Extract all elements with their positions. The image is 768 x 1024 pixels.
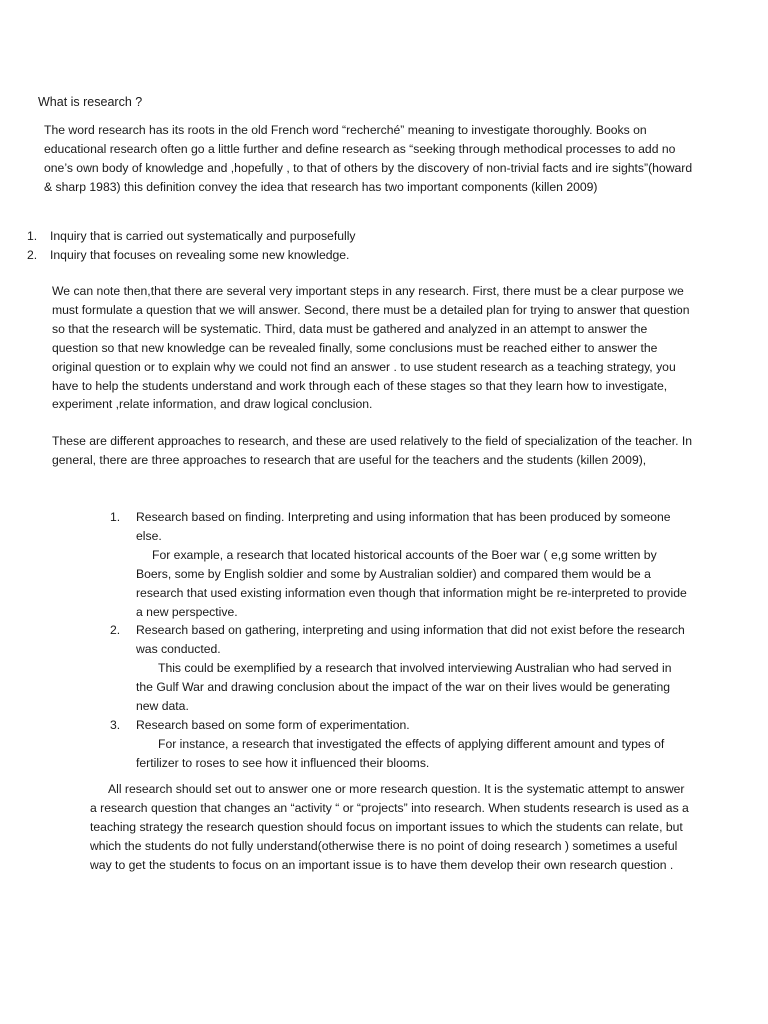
approach-example: For example, a research that located historical accounts of the Boer war ( e,g some written by Boers, some by English soldier and some by Australian soldier) and compared them would be a research that used existing information even though that information might be re-interpreted to provide a new perspective.	[136, 547, 687, 619]
approach-text: Research based on gathering, interpreting and using information that did not exist before the research was conducted.	[136, 623, 685, 657]
components-list	[0, 227, 720, 265]
approach-example: This could be exemplified by a research that involved interviewing Australian who had served in the Gulf War and drawing conclusion about the impact of the war on their lives would be generating new data.	[136, 661, 672, 714]
approach-text: Research based on some form of experimentation.	[136, 717, 410, 732]
closing-paragraph: All research should set out to answer one or more research question. It is the systematic attempt to answer a research question that changes an “activity “ or “projects” into research. When students research is used as a teaching strategy the research question should focus on important issues to which the students can relate, but which the students do not fully understand(otherwise there is no point of doing research ) sometimes a useful way to get the students to focus on an important issue is to have them develop their own research question .	[90, 782, 689, 872]
list-item	[0, 227, 720, 246]
approach-text: Research based on finding. Interpreting and using information that has been produced by someone else.	[136, 510, 671, 543]
list-item-number: 1.	[110, 510, 121, 524]
list-item	[110, 716, 690, 773]
steps-paragraph: We can note then,that there are several very important steps in any research. First, there must be a clear purpose we must formulate a question that we will answer. Second, there must be a detailed plan for trying to answer that question so that the research will be systematic. Third, data must be gathered and analyzed in an attempt to answer the question so that new knowledge can be revealed finally, some conclusions must be reached either to answer the original question or to explain why we could not find an answer . to use student research as a teaching strategy, you have to help the students understand and work through each of these stages so that they learn how to investigate, experiment ,relate information, and draw logical conclusion.	[52, 284, 690, 412]
list-item-text: Inquiry that focuses on revealing some new knowledge.	[50, 247, 350, 262]
list-item-number: 2.	[110, 623, 121, 638]
list-item	[110, 508, 690, 621]
intro-paragraph: The word research has its roots in the old French word “recherché” meaning to investigate thoroughly. Books on educational research often go a little further and define research as “seeking through methodical processes to add no one’s own body of knowledge and ,hopefully , to that of others by the discovery of non-trivial facts and ire sights”(howard & sharp 1983) this definition convey the idea that research has two important components (killen 2009)	[44, 123, 693, 194]
list-item-number: 2.	[27, 247, 38, 262]
approaches-intro-paragraph: These are different approaches to research, and these are used relatively to the field of specialization of the teacher. In general, there are three approaches to research that are useful for the teachers and the students (killen 2009),	[52, 434, 693, 467]
list-item-text: Inquiry that is carried out systematically and purposefully	[50, 229, 356, 243]
approach-example: For instance, a research that investigated the effects of applying different amount and types of fertilizer to roses to see how it influenced their blooms.	[136, 736, 665, 770]
approaches-list	[110, 508, 690, 773]
document-title: What is research ?	[38, 95, 143, 109]
list-item	[0, 246, 720, 265]
list-item	[110, 621, 690, 716]
list-item-number: 1.	[27, 229, 38, 243]
list-item-number: 3.	[110, 717, 121, 732]
